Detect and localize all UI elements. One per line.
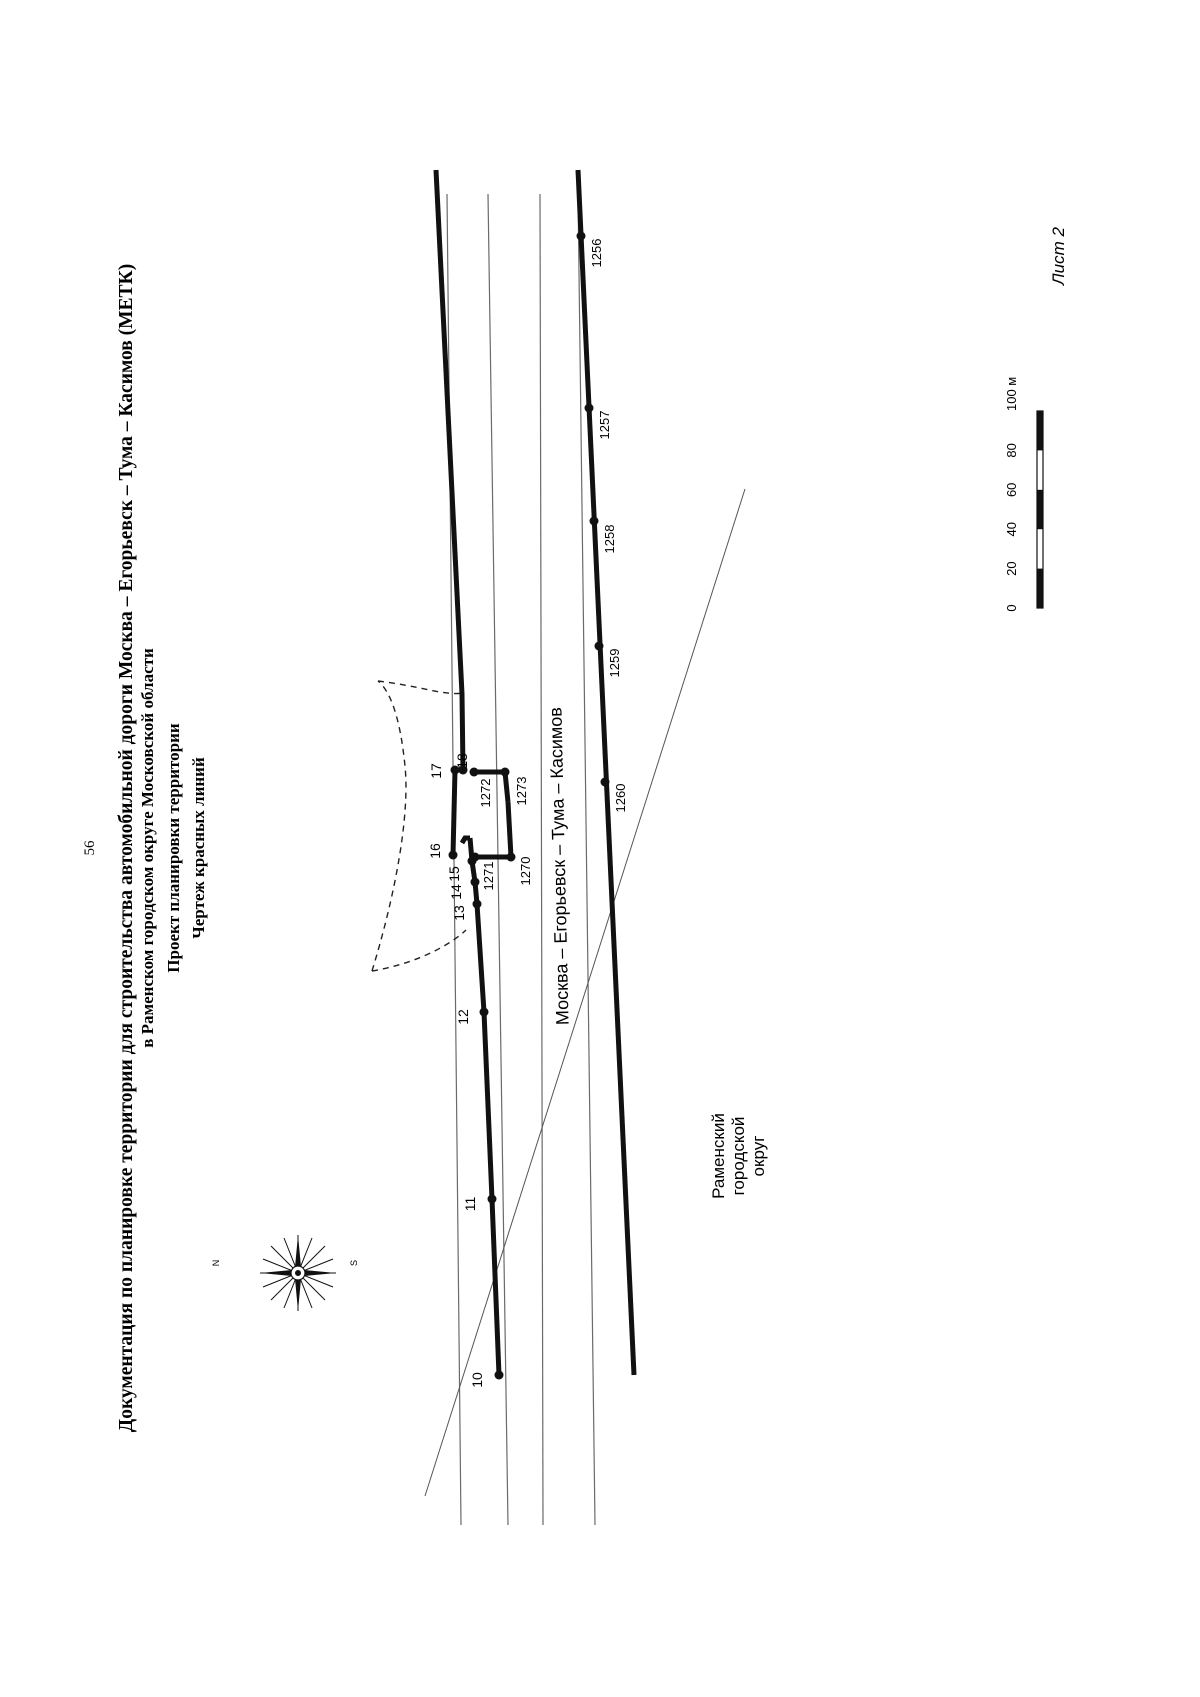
compass-rose-icon [260, 1235, 336, 1311]
header-line-1: Документация по планировке территории для строительства автомобильной дороги Москва – Егорьевск – Тума – Касимов (МЕТК) [116, 263, 137, 1433]
point-label: 10 [469, 1372, 485, 1388]
point-label: 1260 [613, 783, 628, 813]
point-marker [495, 1371, 504, 1380]
header-line-3: Проект планировки территории [164, 723, 183, 973]
point-label: 1257 [597, 410, 612, 440]
district-label [709, 1113, 768, 1199]
point-marker [590, 517, 599, 526]
scale-tick-label: 20 [1004, 561, 1019, 576]
point-marker [471, 853, 480, 862]
scale-tick-label: 40 [1004, 521, 1019, 537]
scale-tick-label: 60 [1004, 482, 1019, 498]
point-marker [585, 404, 594, 413]
red-line-lower [578, 170, 634, 1375]
point-marker [595, 642, 604, 651]
point-label: 1258 [602, 524, 617, 554]
header-line-4: Чертеж красных линий [189, 757, 208, 939]
district-boundary-line [425, 489, 745, 1496]
scale-tick-label: 100 м [1004, 376, 1019, 411]
district-label-line-3: округ [749, 1135, 768, 1177]
district-label-line-2: городской [729, 1116, 748, 1196]
point-marker [501, 768, 510, 777]
page-number: 56 [82, 840, 98, 856]
point-label: 1272 [478, 778, 493, 808]
point-marker [488, 1195, 497, 1204]
header-line-2: в Раменском городском округе Московской области [138, 648, 157, 1048]
scale-bar-segment [1037, 490, 1043, 529]
sheet-label: Лист 2 [1049, 227, 1068, 285]
scale-bar-segment [1037, 411, 1043, 450]
point-marker [449, 851, 458, 860]
point-label: 1256 [589, 238, 604, 268]
pocket-line-south-east [505, 772, 508, 802]
point-marker [470, 768, 479, 777]
road-edge-line [540, 194, 543, 1525]
point-label: 1270 [518, 856, 533, 886]
red-line-upper-east [436, 170, 463, 770]
point-marker [473, 900, 482, 909]
red-line-upper-west [470, 838, 499, 1375]
red-line-pocket-top [453, 770, 455, 855]
point-label: 1273 [514, 776, 529, 806]
district-label-line-1: Раменский [709, 1113, 728, 1199]
dashed-area-contour [378, 681, 463, 694]
pocket-line-south [508, 802, 511, 857]
point-label: 17 [428, 763, 444, 779]
point-label: 1259 [607, 648, 622, 678]
point-label: 11 [462, 1196, 478, 1212]
scale-bar-labels [1004, 377, 1019, 612]
compass-north-letter: N [211, 1259, 221, 1267]
point-label: 15 [446, 866, 462, 882]
point-marker [507, 853, 516, 862]
point-label: 13 [451, 905, 467, 921]
point-label: 1271 [481, 861, 496, 891]
scale-tick-label: 80 [1004, 443, 1019, 458]
scale-bar-segment [1037, 569, 1043, 608]
point-label: 12 [455, 1009, 471, 1025]
dashed-area-contour [372, 681, 406, 971]
road-label: Москва – Егорьевск – Тума – Касимов [545, 706, 573, 1026]
scale-tick-label: 0 [1004, 604, 1019, 612]
point-label: 14 [448, 884, 464, 900]
point-marker [471, 878, 480, 887]
point-label: 18 [454, 753, 470, 769]
scale-bar [1037, 411, 1043, 608]
point-marker [601, 778, 610, 787]
dashed-area-contour [372, 930, 466, 971]
point-marker [480, 1008, 489, 1017]
compass-south-letter: S [349, 1259, 359, 1267]
point-marker [577, 232, 586, 241]
point-label: 16 [427, 843, 443, 859]
